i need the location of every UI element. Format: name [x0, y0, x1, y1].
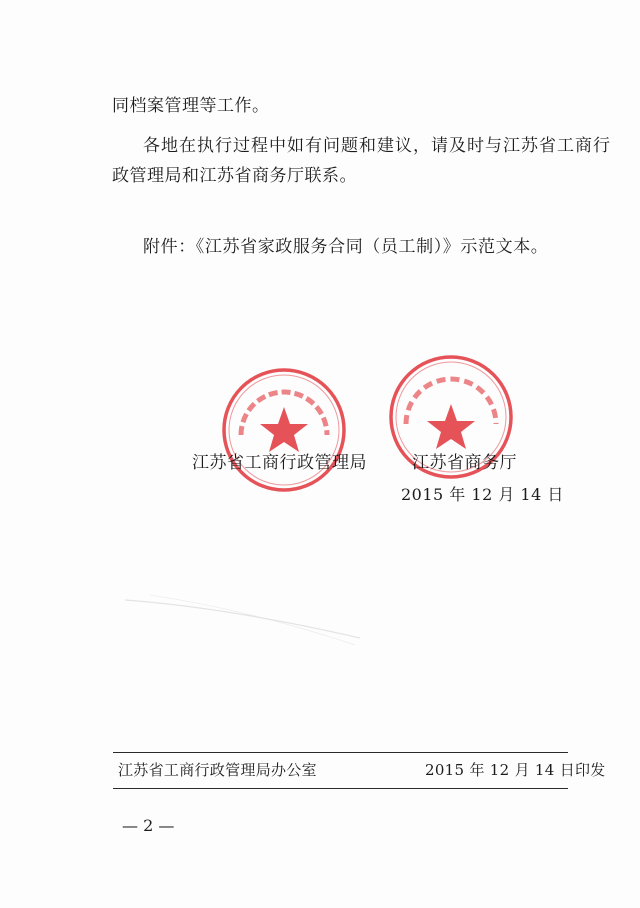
- footer-issue-date: 2015 年 12 月 14 日印发: [425, 761, 606, 779]
- body-paragraph-2-line-1: 各地在执行过程中如有问题和建议，请及时与江苏省工商行: [143, 136, 611, 156]
- issuer-name: 江苏省商务厅: [412, 453, 517, 473]
- official-seal-icon: [219, 365, 349, 495]
- signature-date: 2015 年 12 月 14 日: [401, 485, 564, 504]
- attachment-note: 附件：《江苏省家政服务合同（员工制）》示范文本。: [143, 237, 549, 257]
- body-paragraph-2-line-2: 政管理局和江苏省商务厅联系。: [112, 166, 357, 186]
- footer-office: 江苏省工商行政管理局办公室: [118, 761, 317, 779]
- footer-divider: [113, 788, 568, 789]
- issuer-name: 江苏省工商行政管理局: [192, 453, 367, 473]
- page-number: — 2 —: [122, 816, 175, 835]
- body-paragraph-1: 同档案管理等工作。: [112, 96, 270, 116]
- scan-smudge: [120, 590, 370, 650]
- footer-divider: [113, 752, 568, 753]
